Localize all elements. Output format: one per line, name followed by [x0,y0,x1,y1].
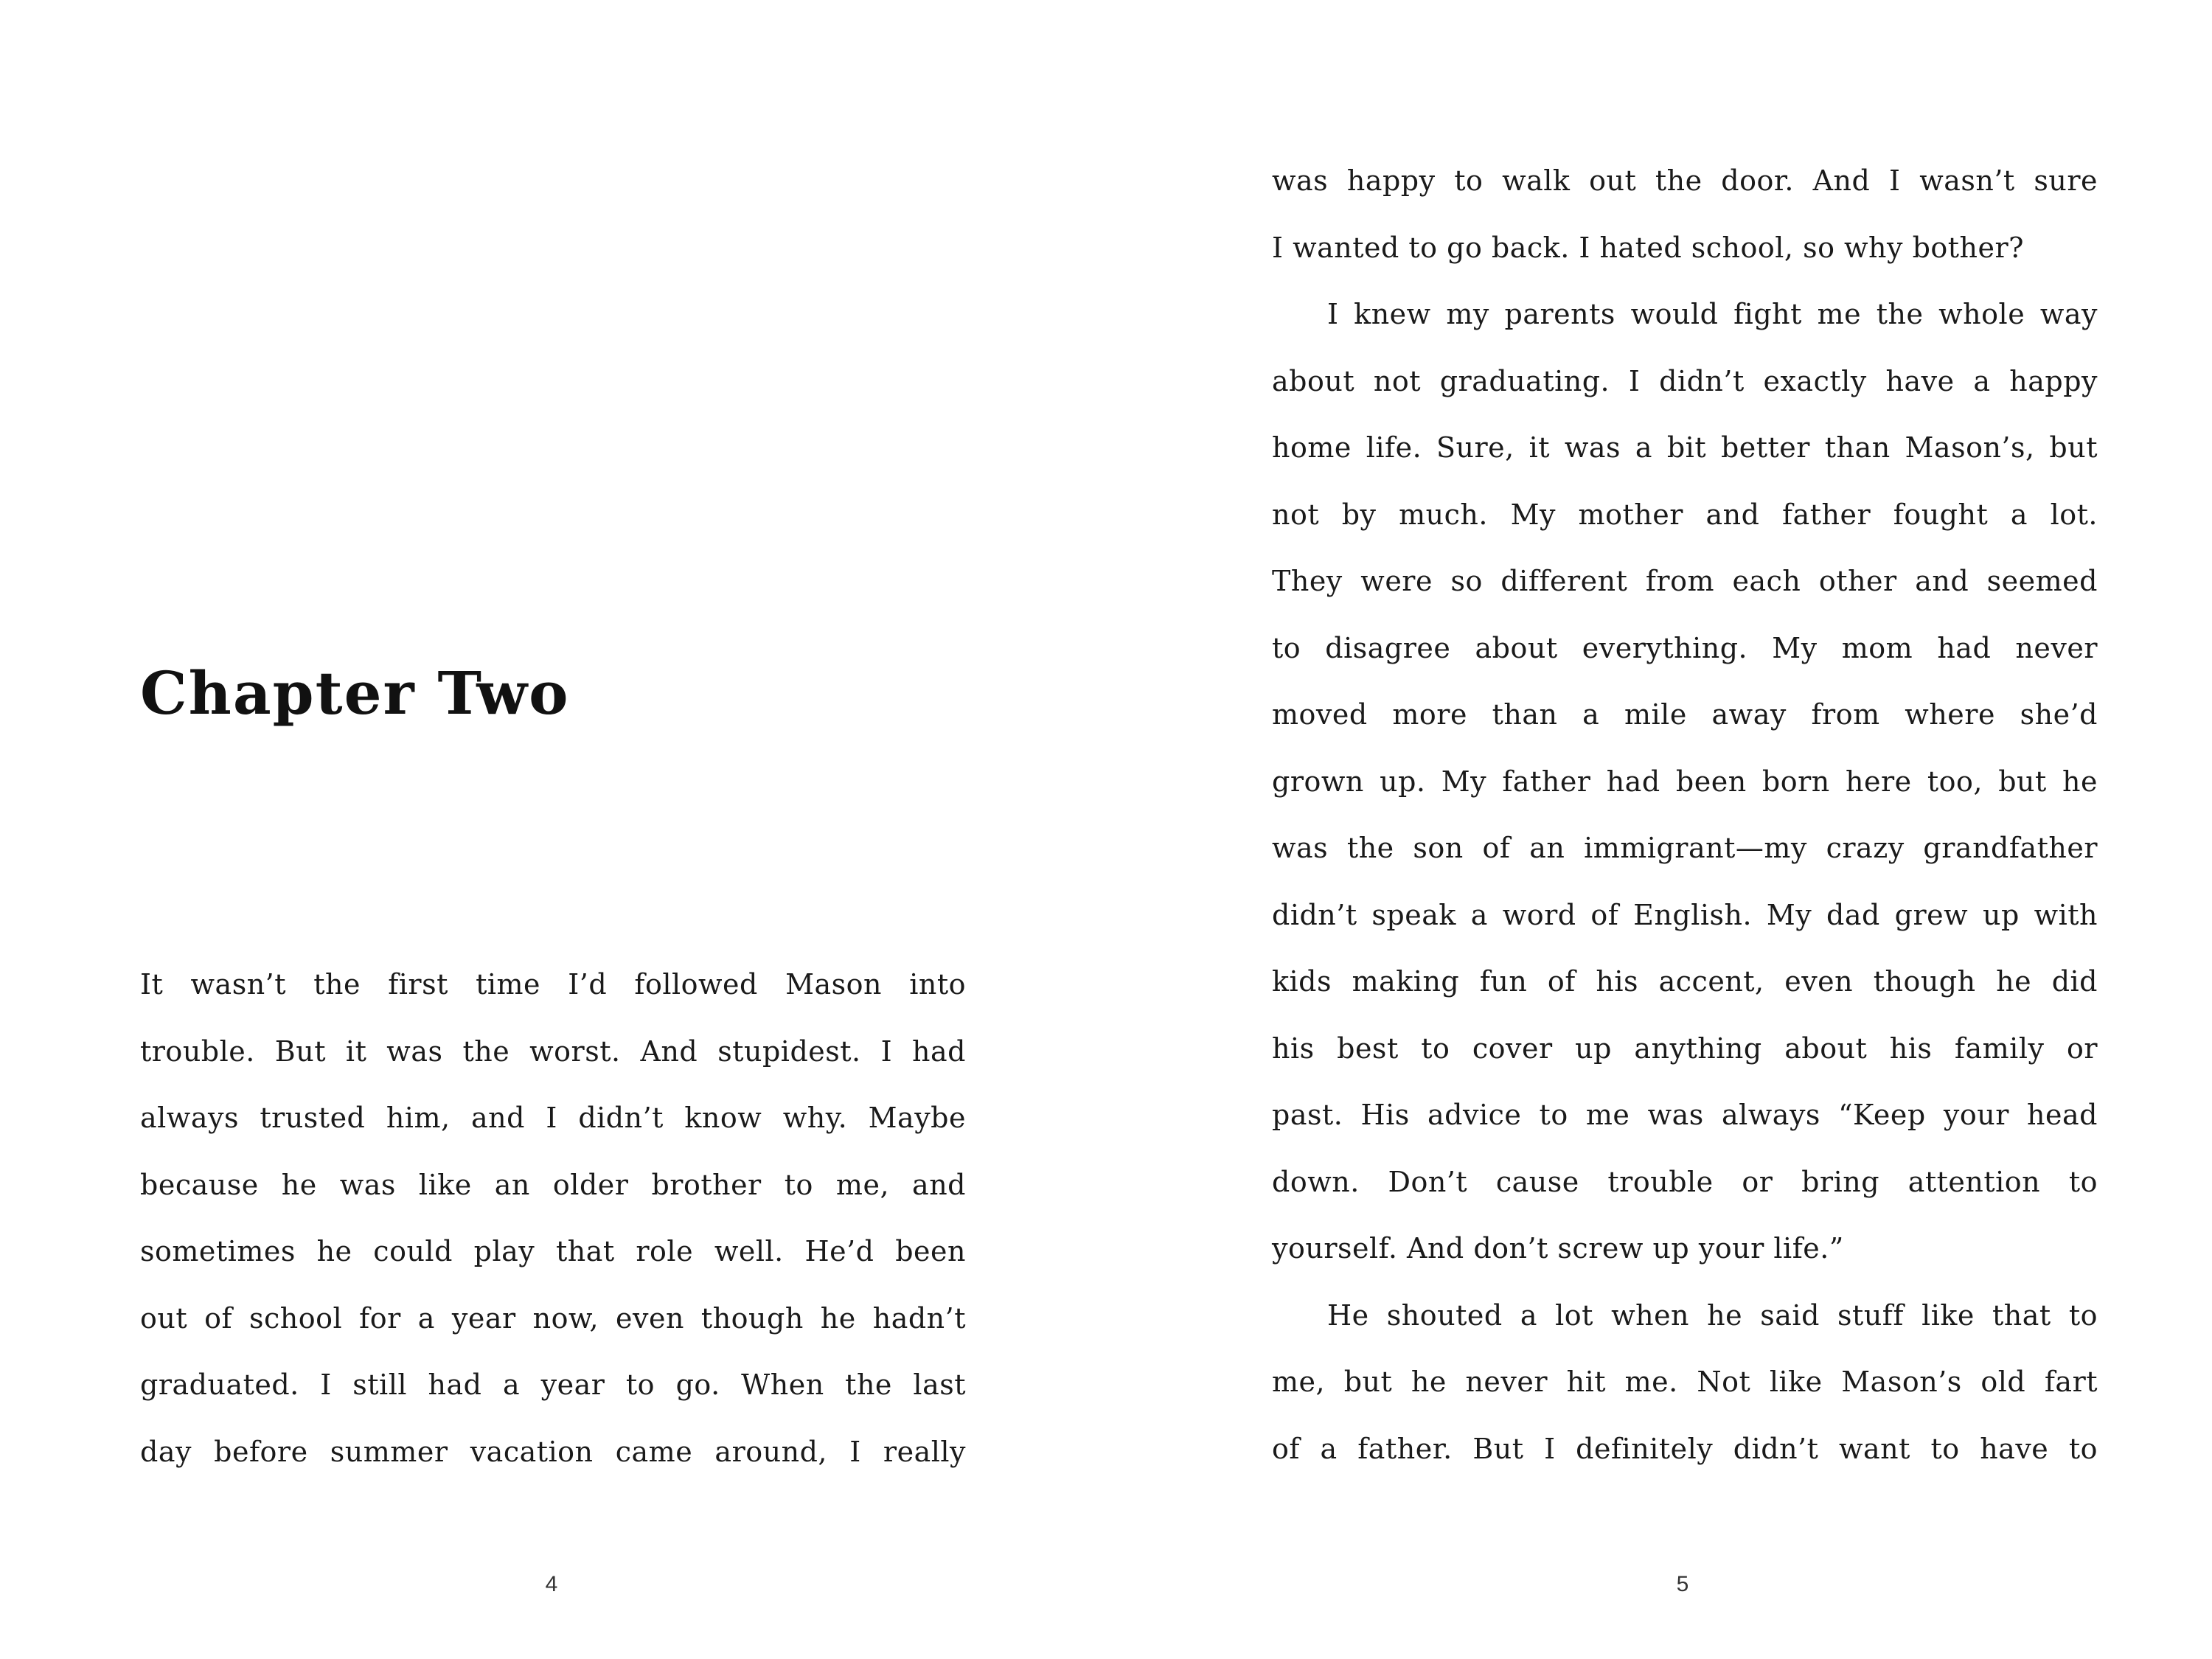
text-line: of a father. But I definitely didn’t want to have to [1272,1432,2098,1465]
text-line: graduated. I still had a year to go. When the last [140,1368,966,1401]
text-line: grown up. My father had been born here too, but he [1272,765,2098,798]
text-line: about not graduating. I didn’t exactly have a happy [1272,364,2098,397]
text-line: day before summer vacation came around, I really [140,1435,966,1468]
right-body-text [1272,147,2098,1482]
text-line: always trusted him, and I didn’t know why. Maybe [140,1102,966,1134]
text-line: yourself. And don’t screw up your life.” [1272,1232,1844,1265]
page-number: 5 [1676,1572,1689,1596]
text-line: He shouted a lot when he said stuff like that to [1327,1298,2098,1332]
text-line: down. Don’t cause trouble or bring attention to [1272,1165,2098,1198]
text-line: home life. Sure, it was a bit better than Mason’s, but [1272,431,2098,464]
text-line: kids making fun of his accent, even though he did [1272,965,2098,998]
text-line: It wasn’t the first time I’d followed Mason into [140,968,966,1001]
text-line: because he was like an older brother to me, and [140,1168,966,1201]
text-line: me, but he never hit me. Not like Mason’s old fart [1272,1366,2098,1398]
text-line: I knew my parents would fight me the whole way [1327,298,2098,330]
text-line: out of school for a year now, even though he hadn’t [140,1301,966,1335]
text-line: was happy to walk out the door. And I wasn’t sure [1272,164,2098,197]
left-body-text [140,951,966,1485]
text-line: I wanted to go back. I hated school, so why bother? [1272,231,2025,264]
text-line: to disagree about everything. My mom had never [1272,631,2098,664]
text-line: not by much. My mother and father fought a lot. [1272,498,2098,531]
chapter-title: Chapter Two [140,658,570,728]
text-line: They were so different from each other and seemed [1272,565,2098,597]
text-line: sometimes he could play that role well. He’d been [140,1235,966,1267]
text-line: past. His advice to me was always “Keep your head [1272,1099,2098,1131]
page-number: 4 [545,1572,558,1596]
text-line: was the son of an immigrant—my crazy grandfather [1272,832,2098,864]
text-line: his best to cover up anything about his family or [1272,1032,2098,1065]
text-line: moved more than a mile away from where she’d [1272,698,2098,731]
right-page [1106,0,2212,1659]
text-line: didn’t speak a word of English. My dad grew up with [1272,898,2098,931]
text-line: trouble. But it was the worst. And stupidest. I had [140,1034,966,1068]
